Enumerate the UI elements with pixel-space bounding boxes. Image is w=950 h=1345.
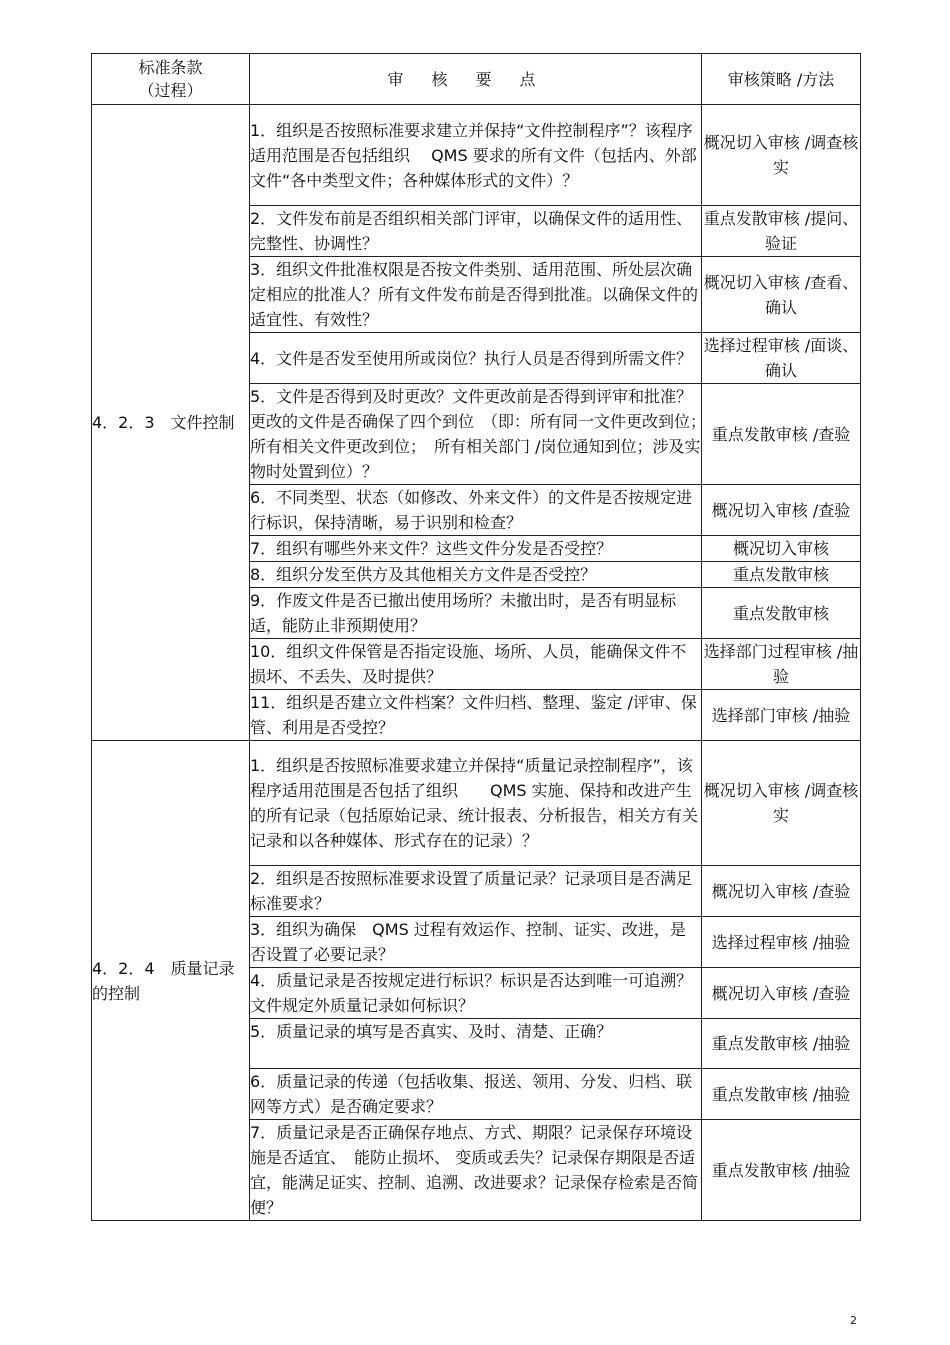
clause-cell: 4．2．4 质量记录的控制	[92, 741, 250, 1221]
audit-method: 重点发散审核 /抽验	[702, 1120, 861, 1221]
audit-method: 重点发散审核 /抽验	[702, 1069, 861, 1120]
audit-point: 7．质量记录是否正确保存地点、方式、期限？记录保存环境设施是否适宜、 能防止损坏、 变质或丢失？记录保存期限是否适宜，能满足证实、控制、追溯、改进要求？记录保存检索是否简便？	[250, 1120, 702, 1221]
audit-point: 4．质量记录是否按规定进行标识？标识是否达到唯一可追溯？文件规定外质量记录如何标识？	[250, 968, 702, 1019]
table-header-row	[92, 54, 861, 105]
header-clause	[92, 54, 250, 105]
audit-point: 5．文件是否得到及时更改？文件更改前是否得到评审和批准？更改的文件是否确保了四个到位 （即：所有同一文件更改到位； 所有相关文件更改到位； 所有相关部门 /岗位通知到位；涉及实物时处置到位）？	[250, 384, 702, 485]
audit-point: 2．文件发布前是否组织相关部门评审，以确保文件的适用性、完整性、协调性？	[250, 206, 702, 257]
audit-method: 选择过程审核 /抽验	[702, 917, 861, 968]
audit-point: 2．组织是否按照标准要求设置了质量记录？记录项目是否满足标准要求？	[250, 866, 702, 917]
audit-method: 概况切入审核 /查验	[702, 485, 861, 536]
audit-method: 概况切入审核	[702, 536, 861, 562]
header-points: 审核要点	[250, 54, 702, 105]
table-row	[92, 741, 861, 866]
audit-method: 重点发散审核	[702, 588, 861, 639]
audit-point: 3．组织为确保 QMS 过程有效运作、控制、证实、改进，是否设置了必要记录？	[250, 917, 702, 968]
audit-point: 11．组织是否建立文件档案？文件归档、整理、鉴定 /评审、保管、利用是否受控？	[250, 690, 702, 741]
audit-method: 选择过程审核 /面谈、确认	[702, 333, 861, 384]
audit-method: 重点发散审核 /查验	[702, 384, 861, 485]
audit-point: 5．质量记录的填写是否真实、及时、清楚、正确？	[250, 1019, 702, 1069]
audit-point: 6．不同类型、状态（如修改、外来文件）的文件是否按规定进行标识，保持清晰，易于识别和检查？	[250, 485, 702, 536]
audit-point: 10．组织文件保管是否指定设施、场所、人员，能确保文件不损坏、不丢失、及时提供？	[250, 639, 702, 690]
header-clause-line1: 标准条款	[138, 58, 203, 77]
audit-method: 重点发散审核	[702, 562, 861, 588]
clause-cell: 4．2．3 文件控制	[92, 105, 250, 741]
audit-points-table	[91, 53, 861, 1221]
audit-point: 7．组织有哪些外来文件？这些文件分发是否受控？	[250, 536, 702, 562]
audit-method: 选择部门审核 /抽验	[702, 690, 861, 741]
audit-point: 8．组织分发至供方及其他相关方文件是否受控？	[250, 562, 702, 588]
audit-method: 概况切入审核 /查验	[702, 866, 861, 917]
table-body	[92, 105, 861, 1221]
header-clause-line2: （过程）	[138, 81, 203, 100]
audit-method: 概况切入审核 /调查核实	[702, 741, 861, 866]
audit-method: 概况切入审核 /调查核实	[702, 105, 861, 206]
audit-method: 重点发散审核 /抽验	[702, 1019, 861, 1069]
audit-point: 4．文件是否发至使用所或岗位？执行人员是否得到所需文件？	[250, 333, 702, 384]
audit-point: 6．质量记录的传递（包括收集、报送、领用、分发、归档、联网等方式）是否确定要求？	[250, 1069, 702, 1120]
audit-point: 9．作废文件是否已撤出使用场所？未撤出时，是否有明显标适，能防止非预期使用？	[250, 588, 702, 639]
table-row	[92, 105, 861, 206]
audit-point: 1．组织是否按照标准要求建立并保持“质量记录控制程序”，该程序适用范围是否包括了组织 QMS 实施、保持和改进产生的所有记录（包括原始记录、统计报表、分析报告，相关方有关记录和以各种媒体、形式存在的记录）？	[250, 741, 702, 866]
header-method: 审核策略 /方法	[702, 54, 861, 105]
audit-point: 3．组织文件批准权限是否按文件类别、适用范围、所处层次确定相应的批准人？所有文件发布前是否得到批准。以确保文件的适宜性、有效性？	[250, 257, 702, 333]
audit-method: 选择部门过程审核 /抽验	[702, 639, 861, 690]
audit-method: 概况切入审核 /查看、确认	[702, 257, 861, 333]
audit-method: 重点发散审核 /提问、验证	[702, 206, 861, 257]
audit-method: 概况切入审核 /查验	[702, 968, 861, 1019]
audit-point: 1．组织是否按照标准要求建立并保持“文件控制程序”？该程序适用范围是否包括组织 QMS 要求的所有文件（包括内、外部文件“各中类型文件；各种媒体形式的文件）？	[250, 105, 702, 206]
page-number: 2	[850, 1314, 857, 1327]
